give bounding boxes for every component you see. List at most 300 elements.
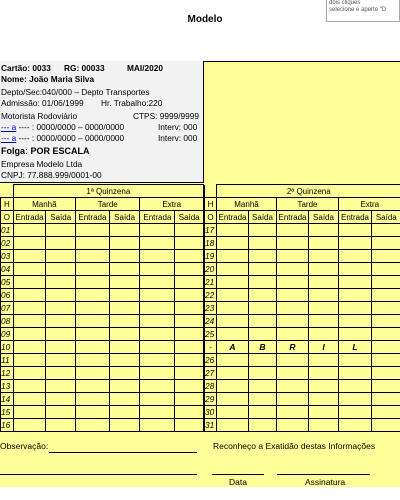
time-cell[interactable]	[277, 250, 309, 263]
table-row	[205, 224, 400, 237]
table-row	[205, 263, 400, 276]
time-cell[interactable]	[175, 341, 204, 354]
time-cell[interactable]	[309, 419, 339, 432]
time-cell[interactable]	[372, 367, 400, 380]
time-cell[interactable]	[140, 276, 175, 289]
entry-header: Entrada	[218, 212, 247, 222]
time-cell[interactable]	[109, 419, 140, 432]
time-cell[interactable]	[13, 367, 46, 380]
time-cell[interactable]	[309, 406, 339, 419]
day-number: 09	[1, 328, 14, 341]
time-cell[interactable]	[309, 250, 339, 263]
ctps-number: CTPS: 9999/9999	[133, 111, 199, 121]
time-cell[interactable]	[13, 289, 46, 302]
time-cell[interactable]	[46, 315, 76, 328]
time-cell[interactable]	[339, 250, 372, 263]
table-row	[1, 276, 204, 289]
time-cell[interactable]	[339, 419, 372, 432]
time-cell[interactable]	[309, 302, 339, 315]
time-cell[interactable]	[140, 302, 175, 315]
time-cell[interactable]	[175, 393, 204, 406]
time-cell[interactable]	[372, 380, 400, 393]
day-number: 29	[205, 393, 217, 406]
time-cell[interactable]	[217, 367, 249, 380]
first-fortnight-table	[0, 184, 204, 432]
time-cell[interactable]	[372, 315, 400, 328]
observation-line-1[interactable]	[49, 452, 197, 453]
time-cell[interactable]	[372, 289, 400, 302]
entry-header: Entrada	[339, 211, 372, 224]
time-cell[interactable]	[109, 354, 140, 367]
time-cell[interactable]	[175, 328, 204, 341]
time-cell[interactable]	[13, 237, 46, 250]
time-cell[interactable]	[140, 354, 175, 367]
table-row	[1, 354, 204, 367]
time-cell[interactable]	[339, 367, 372, 380]
time-cell[interactable]	[217, 224, 249, 237]
time-cell[interactable]	[76, 302, 110, 315]
time-cell[interactable]	[217, 302, 249, 315]
time-cell[interactable]	[277, 328, 309, 341]
exit-header: Saída	[309, 211, 339, 224]
entry-header: Entrada	[278, 212, 307, 222]
time-cell[interactable]	[46, 328, 76, 341]
time-cell[interactable]	[249, 315, 277, 328]
time-cell[interactable]	[109, 302, 140, 315]
day-number: 06	[1, 289, 14, 302]
time-cell[interactable]	[76, 367, 110, 380]
time-cell[interactable]	[76, 289, 110, 302]
time-cell[interactable]	[249, 393, 277, 406]
day-number: 07	[1, 302, 14, 315]
time-cell[interactable]	[277, 380, 309, 393]
time-cell[interactable]	[46, 224, 76, 237]
observation-label: Observação:	[0, 441, 49, 451]
time-cell[interactable]	[46, 250, 76, 263]
time-cell[interactable]	[217, 276, 249, 289]
table-row	[1, 263, 204, 276]
entry-header: Entrada	[76, 211, 110, 224]
time-cell[interactable]	[109, 367, 140, 380]
time-cell[interactable]	[76, 276, 110, 289]
time-cell[interactable]	[277, 237, 309, 250]
interval-1: Interv: 000	[158, 122, 198, 132]
day-number: 16	[1, 419, 14, 432]
time-cell[interactable]	[13, 393, 46, 406]
time-cell[interactable]	[140, 224, 175, 237]
time-cell[interactable]	[175, 354, 204, 367]
day-number: 08	[1, 315, 14, 328]
table-row	[1, 224, 204, 237]
time-cell[interactable]	[76, 328, 110, 341]
second-fortnight-table	[204, 184, 400, 432]
time-cell[interactable]	[46, 341, 76, 354]
time-cell[interactable]	[249, 302, 277, 315]
time-cell[interactable]	[46, 237, 76, 250]
time-cell[interactable]	[339, 302, 372, 315]
table-row	[205, 419, 400, 432]
time-cell[interactable]	[217, 406, 249, 419]
time-cell[interactable]	[217, 315, 249, 328]
time-cell[interactable]	[339, 328, 372, 341]
period-header-morning: Manhã	[13, 198, 75, 211]
time-cell[interactable]	[277, 289, 309, 302]
time-cell[interactable]	[249, 289, 277, 302]
table-row	[1, 289, 204, 302]
time-cell[interactable]	[249, 406, 277, 419]
time-cell[interactable]	[277, 224, 309, 237]
month-label: MAI/2020	[127, 63, 163, 73]
time-cell[interactable]	[339, 237, 372, 250]
time-cell[interactable]	[140, 393, 175, 406]
time-cell[interactable]	[13, 224, 46, 237]
hour-column-header: H	[205, 198, 217, 211]
signature-label: Assinatura	[305, 477, 346, 487]
time-cell[interactable]	[339, 276, 372, 289]
company-name: Empresa Modelo Ltda	[1, 159, 83, 169]
time-cell[interactable]	[249, 367, 277, 380]
time-cell[interactable]	[140, 315, 175, 328]
time-cell[interactable]	[13, 341, 46, 354]
time-cell[interactable]	[140, 263, 175, 276]
time-cell[interactable]	[249, 276, 277, 289]
time-cell[interactable]	[249, 263, 277, 276]
table-row	[1, 328, 204, 341]
time-cell[interactable]	[46, 406, 76, 419]
time-cell[interactable]	[175, 276, 204, 289]
time-cell[interactable]	[217, 354, 249, 367]
table-row	[1, 393, 204, 406]
time-cell[interactable]	[277, 302, 309, 315]
day-number: -	[205, 341, 217, 354]
table-row	[205, 289, 400, 302]
table-row	[1, 237, 204, 250]
period-header-morning: Manhã	[217, 198, 277, 211]
time-cell[interactable]	[277, 406, 309, 419]
time-cell[interactable]	[217, 289, 249, 302]
time-cell[interactable]	[109, 406, 140, 419]
company-cnpj: CNPJ: 77.888.999/0001-00	[1, 170, 102, 180]
table-row	[1, 406, 204, 419]
period-1-range: ---- : 0000/0000 – 0000/0000	[18, 122, 125, 132]
day-number: 26	[205, 354, 217, 367]
table-row	[205, 328, 400, 341]
period-1-link[interactable]: --- a	[1, 122, 17, 132]
entry-header: Entrada	[140, 211, 175, 224]
month-letter: L	[339, 341, 372, 354]
time-cell[interactable]	[372, 354, 400, 367]
time-cell[interactable]	[372, 302, 400, 315]
time-cell[interactable]	[339, 393, 372, 406]
time-cell[interactable]	[339, 289, 372, 302]
table-row	[205, 380, 400, 393]
time-cell[interactable]	[249, 354, 277, 367]
time-cell[interactable]	[46, 289, 76, 302]
time-cell[interactable]	[339, 315, 372, 328]
time-cell[interactable]	[309, 263, 339, 276]
time-cell[interactable]	[175, 302, 204, 315]
time-cell[interactable]	[372, 393, 400, 406]
time-cell[interactable]	[140, 237, 175, 250]
time-cell[interactable]	[309, 367, 339, 380]
time-cell[interactable]	[309, 393, 339, 406]
time-cell[interactable]	[46, 276, 76, 289]
time-cell[interactable]	[217, 263, 249, 276]
time-cell[interactable]	[339, 224, 372, 237]
time-cell[interactable]	[277, 367, 309, 380]
table-row	[1, 250, 204, 263]
day-number: 15	[1, 406, 14, 419]
card-number: Cartão: 0033	[1, 63, 51, 73]
time-cell[interactable]	[109, 263, 140, 276]
time-cell[interactable]	[13, 302, 46, 315]
time-cell[interactable]	[277, 419, 309, 432]
time-cell[interactable]	[175, 380, 204, 393]
time-cell[interactable]	[109, 289, 140, 302]
time-cell[interactable]	[13, 380, 46, 393]
time-cell[interactable]	[309, 315, 339, 328]
table-row	[205, 367, 400, 380]
table-row	[205, 237, 400, 250]
time-cell[interactable]	[175, 224, 204, 237]
hour-column-header: O	[205, 211, 217, 224]
time-cell[interactable]	[76, 380, 110, 393]
table-row	[205, 341, 400, 354]
time-cell[interactable]	[13, 263, 46, 276]
time-cell[interactable]	[339, 354, 372, 367]
time-cell[interactable]	[175, 263, 204, 276]
day-number: 21	[205, 276, 217, 289]
time-cell[interactable]	[249, 224, 277, 237]
acknowledgment-text: Reconheço a Exatidão destas Informações	[213, 441, 376, 451]
time-cell[interactable]	[109, 276, 140, 289]
time-cell[interactable]	[76, 237, 110, 250]
day-number: 23	[205, 302, 217, 315]
period-header-afternoon: Tarde	[76, 198, 140, 211]
day-number: 20	[205, 263, 217, 276]
time-cell[interactable]	[76, 341, 110, 354]
time-cell[interactable]	[249, 237, 277, 250]
time-cell[interactable]	[372, 224, 400, 237]
time-cell[interactable]	[249, 419, 277, 432]
date-signature-line[interactable]	[212, 474, 264, 475]
time-cell[interactable]	[109, 341, 140, 354]
hour-column-header: O	[1, 211, 14, 224]
time-cell[interactable]	[249, 250, 277, 263]
time-cell[interactable]	[46, 302, 76, 315]
day-number: 30	[205, 406, 217, 419]
table-row	[205, 354, 400, 367]
time-cell[interactable]	[175, 315, 204, 328]
table-row	[1, 419, 204, 432]
time-cell[interactable]	[109, 393, 140, 406]
day-number: 17	[205, 224, 217, 237]
time-cell[interactable]	[175, 237, 204, 250]
day-off-schedule: Folga: POR ESCALA	[1, 146, 90, 156]
fortnight-header: 2ª Quinzena	[217, 185, 400, 198]
table-row	[205, 250, 400, 263]
time-cell[interactable]	[13, 354, 46, 367]
time-cell	[372, 341, 400, 354]
time-cell[interactable]	[13, 406, 46, 419]
period-header-extra: Extra	[339, 198, 400, 211]
exit-header: Saída	[175, 211, 204, 224]
admission-date: Admissão: 01/06/1999	[1, 98, 84, 108]
time-cell[interactable]	[46, 367, 76, 380]
time-cell[interactable]	[309, 224, 339, 237]
time-cell[interactable]	[372, 250, 400, 263]
work-hours: Hr. Trabalho:220	[101, 98, 163, 108]
month-letter: B	[249, 341, 277, 354]
time-cell[interactable]	[309, 237, 339, 250]
table-row	[205, 302, 400, 315]
day-number: 13	[1, 380, 14, 393]
table-row	[1, 315, 204, 328]
observation-line-2[interactable]	[0, 474, 197, 475]
time-cell[interactable]	[339, 406, 372, 419]
day-number: 24	[205, 315, 217, 328]
day-number: 25	[205, 328, 217, 341]
time-cell[interactable]	[217, 250, 249, 263]
time-cell[interactable]	[76, 224, 110, 237]
time-cell[interactable]	[175, 367, 204, 380]
table-row	[205, 393, 400, 406]
time-cell[interactable]	[372, 328, 400, 341]
table-row	[1, 302, 204, 315]
time-cell[interactable]	[109, 250, 140, 263]
employee-info-panel	[0, 61, 204, 183]
time-cell[interactable]	[277, 263, 309, 276]
time-cell[interactable]	[109, 328, 140, 341]
table-row	[1, 367, 204, 380]
time-cell[interactable]	[309, 380, 339, 393]
time-cell[interactable]	[372, 276, 400, 289]
fortnight-header: 1ª Quinzena	[13, 185, 203, 198]
time-cell[interactable]	[339, 380, 372, 393]
time-cell[interactable]	[175, 250, 204, 263]
time-cell[interactable]	[109, 315, 140, 328]
table-row	[205, 406, 400, 419]
time-cell[interactable]	[109, 224, 140, 237]
time-cell[interactable]	[339, 263, 372, 276]
time-cell[interactable]	[217, 419, 249, 432]
time-cell[interactable]	[277, 276, 309, 289]
exit-header: Saída	[372, 211, 400, 224]
period-2-range: ---- : 0000/0000 – 0000/0000	[18, 133, 125, 143]
time-cell[interactable]	[140, 289, 175, 302]
time-cell[interactable]	[372, 237, 400, 250]
table-row	[1, 341, 204, 354]
time-cell[interactable]	[46, 393, 76, 406]
time-cell[interactable]	[76, 250, 110, 263]
time-cell[interactable]	[76, 393, 110, 406]
month-letter: A	[217, 341, 249, 354]
time-cell[interactable]	[372, 419, 400, 432]
time-cell[interactable]	[13, 419, 46, 432]
time-cell[interactable]	[76, 354, 110, 367]
time-cell[interactable]	[309, 328, 339, 341]
help-note	[326, 0, 400, 22]
day-number: 28	[205, 380, 217, 393]
day-number: 03	[1, 250, 14, 263]
period-2-link[interactable]: --- a	[1, 133, 17, 143]
time-cell[interactable]	[249, 328, 277, 341]
time-cell[interactable]	[109, 237, 140, 250]
time-cell[interactable]	[13, 250, 46, 263]
time-cell[interactable]	[277, 354, 309, 367]
time-cell[interactable]	[46, 354, 76, 367]
time-cell[interactable]	[76, 419, 110, 432]
time-cell[interactable]	[372, 263, 400, 276]
time-cell[interactable]	[217, 393, 249, 406]
time-cell[interactable]	[217, 380, 249, 393]
time-cell[interactable]	[140, 406, 175, 419]
day-number: 31	[205, 419, 217, 432]
job-title: Motorista Rodoviário	[1, 111, 78, 121]
time-cell[interactable]	[217, 237, 249, 250]
time-cell[interactable]	[309, 354, 339, 367]
page-title: Modelo	[187, 14, 223, 25]
table-row	[1, 380, 204, 393]
time-cell[interactable]	[76, 315, 110, 328]
time-cell[interactable]	[140, 419, 175, 432]
time-cell[interactable]	[140, 367, 175, 380]
day-number: 01	[1, 224, 14, 237]
month-letter: I	[309, 341, 339, 354]
time-cell[interactable]	[140, 380, 175, 393]
time-cell[interactable]	[309, 276, 339, 289]
interval-2: Interv: 000	[158, 133, 198, 143]
time-cell[interactable]	[140, 250, 175, 263]
signature-line[interactable]	[277, 474, 370, 475]
time-cell[interactable]	[140, 328, 175, 341]
time-cell[interactable]	[277, 315, 309, 328]
time-cell[interactable]	[76, 263, 110, 276]
day-number: 10	[1, 341, 14, 354]
time-cell[interactable]	[277, 393, 309, 406]
time-cell[interactable]	[76, 406, 110, 419]
time-cell[interactable]	[13, 328, 46, 341]
time-cell[interactable]	[175, 406, 204, 419]
time-cell[interactable]	[217, 328, 249, 341]
time-cell[interactable]	[46, 380, 76, 393]
exit-header: Saída	[109, 211, 140, 224]
time-cell[interactable]	[372, 406, 400, 419]
rg-number: RG: 00033	[64, 63, 105, 73]
time-cell[interactable]	[46, 419, 76, 432]
day-number: 11	[1, 354, 14, 367]
time-cell[interactable]	[13, 315, 46, 328]
day-number: 27	[205, 367, 217, 380]
time-cell[interactable]	[140, 341, 175, 354]
day-number: 05	[1, 276, 14, 289]
time-cell[interactable]	[309, 289, 339, 302]
time-cell[interactable]	[249, 380, 277, 393]
help-note-line: selecione e aperte "D	[329, 7, 387, 13]
time-cell[interactable]	[109, 380, 140, 393]
time-cell[interactable]	[175, 289, 204, 302]
time-cell[interactable]	[13, 276, 46, 289]
time-cell[interactable]	[46, 263, 76, 276]
day-number: 12	[1, 367, 14, 380]
exit-header: Saída	[46, 211, 76, 224]
entry-header: Entrada	[13, 211, 46, 224]
hour-column-header: H	[1, 198, 14, 211]
time-cell[interactable]	[175, 419, 204, 432]
table-row	[205, 276, 400, 289]
day-number: 02	[1, 237, 14, 250]
employee-name: Nome: João Maria Silva	[1, 74, 95, 84]
